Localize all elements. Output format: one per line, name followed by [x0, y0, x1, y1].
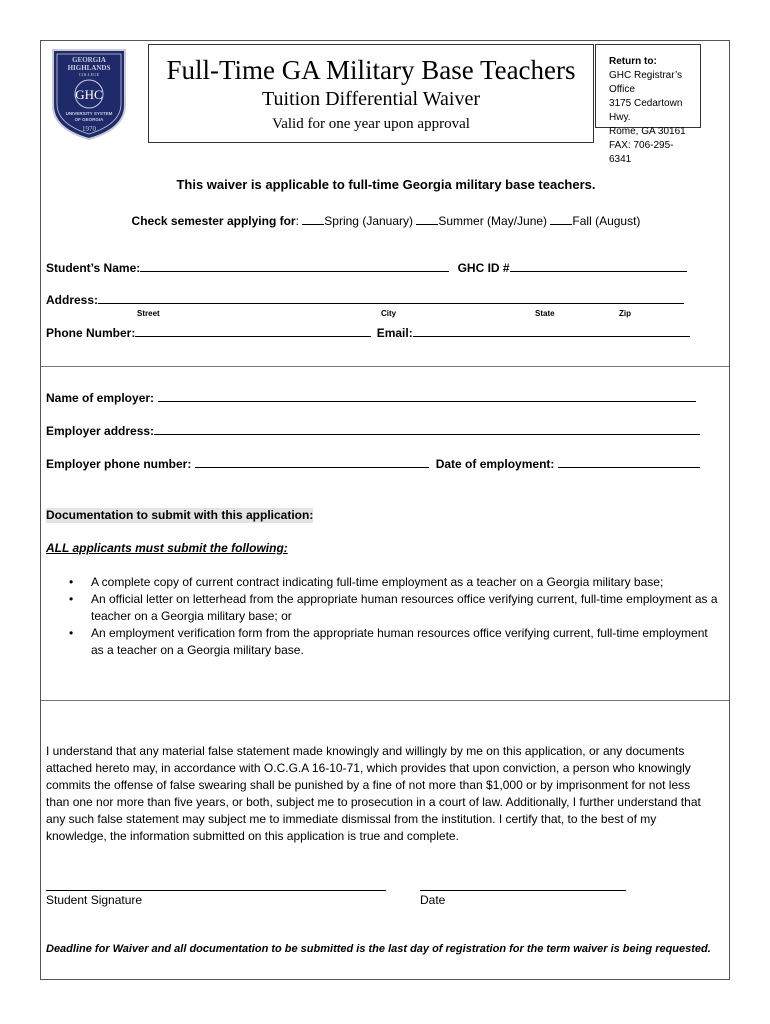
return-to-line: Rome, GA 30161 [609, 126, 686, 137]
student-name-label: Student’s Name: [46, 261, 141, 275]
student-name-field[interactable] [140, 260, 449, 272]
semester-option-spring: Spring (January) [324, 214, 414, 228]
logo-text-highlands: HIGHLANDS [67, 64, 111, 72]
form-subtitle: Tuition Differential Waiver [262, 88, 480, 110]
address-city-caption: City [381, 309, 397, 318]
logo-text-of-georgia: OF GEORGIA [74, 117, 104, 122]
documentation-heading: Documentation to submit with this application: [46, 508, 314, 522]
address-zip-caption: Zip [619, 309, 631, 318]
employment-date-field[interactable] [558, 456, 700, 468]
address-row [46, 292, 684, 308]
semester-colon: : [295, 214, 299, 228]
bullet-glyph: • [69, 575, 74, 589]
bullet-glyph: • [69, 626, 74, 640]
logo-monogram: GHC [75, 87, 103, 102]
logo-text-georgia: GEORGIA [72, 56, 106, 64]
employer-address-label: Employer address: [46, 424, 155, 438]
section-divider [41, 700, 729, 701]
semester-option-summer: Summer (May/June) [438, 214, 548, 228]
waiver-form-page [40, 40, 730, 980]
form-title: Full-Time GA Military Base Teachers [166, 55, 576, 85]
phone-number-label: Phone Number: [46, 326, 136, 340]
bullet-glyph: • [69, 592, 74, 606]
return-to-label: Return to: [609, 56, 657, 67]
return-to-line: 3175 Cedartown Hwy. [609, 98, 683, 123]
address-street-caption: Street [137, 309, 160, 318]
employer-name-field[interactable] [158, 390, 696, 402]
documentation-item-text: An employment verification form from the appropriate human resources office verifying current, full-time employment as a teacher on a Georgia military base. [91, 626, 708, 657]
email-label: Email: [376, 326, 413, 340]
list-item [69, 591, 719, 625]
list-item [69, 574, 719, 591]
return-to-line: FAX: 706-295-6341 [609, 140, 674, 165]
semester-label: Check semester applying for [131, 214, 296, 228]
phone-email-row [46, 325, 690, 341]
employer-address-row [46, 423, 700, 439]
title-box [148, 44, 594, 143]
documentation-item-text: An official letter on letterhead from the appropriate human resources office verifying current, full-time employment as a teacher on a Georgia military base; or [91, 592, 718, 623]
deadline-note: Deadline for Waiver and all documentation to be submitted is the last day of registration for the term waiver is being requested. [46, 943, 711, 955]
documentation-subheading: ALL applicants must submit the following: [46, 541, 288, 555]
semester-option-fall: Fall (August) [572, 214, 641, 228]
documentation-list [69, 574, 719, 659]
employer-phone-row [46, 456, 700, 472]
form-validity: Valid for one year upon approval [272, 116, 470, 132]
employer-name-row [46, 390, 696, 406]
student-signature-line[interactable] [46, 890, 386, 891]
employer-name-label: Name of employer: [46, 391, 155, 405]
address-field[interactable] [98, 292, 684, 304]
summer-checkbox-blank[interactable] [416, 213, 438, 225]
ghc-id-label: GHC ID # [457, 261, 510, 275]
return-to-box [595, 44, 701, 165]
certification-statement: I understand that any material false statement made knowingly and willingly by me on this application, or any documents attached hereto may, in accordance with O.C.G.A 16-10-71, which provides that upon conviction, a person who knowingly commits the offense of false swearing shall be punished by a fine of not more than $1,000 or by imprisonment for not less than one nor more than five years, or both, subject me to prosecution in a court of law. Additionally, I further understand that any such false statement may subject me to immediate dismissal from the institution. I certify that, to the best of my knowledge, the information submitted on this application is true and complete. [46, 744, 701, 843]
logo-text-usg: UNIVERSITY SYSTEM [65, 111, 113, 116]
address-label: Address: [46, 293, 99, 307]
ghc-id-field[interactable] [510, 260, 687, 272]
employment-date-label: Date of employment: [435, 457, 555, 471]
employer-phone-label: Employer phone number: [46, 457, 192, 471]
list-item [69, 625, 719, 659]
logo-year: 1970 [82, 125, 96, 133]
ghc-logo [50, 47, 128, 141]
fall-checkbox-blank[interactable] [550, 213, 572, 225]
student-name-row [46, 260, 687, 276]
applicability-statement: This waiver is applicable to full-time Georgia military base teachers. [176, 177, 596, 192]
documentation-item-text: A complete copy of current contract indicating full-time employment as a teacher on a Georgia military base; [91, 575, 664, 589]
date-label: Date [420, 893, 446, 907]
employer-address-field[interactable] [154, 423, 700, 435]
employer-phone-field[interactable] [195, 456, 429, 468]
student-signature-label: Student Signature [46, 893, 143, 907]
section-divider [41, 366, 729, 367]
phone-number-field[interactable] [135, 325, 371, 337]
email-field[interactable] [413, 325, 690, 337]
logo-text-college: COLLEGE [78, 72, 100, 77]
spring-checkbox-blank[interactable] [302, 213, 324, 225]
date-signature-line[interactable] [420, 890, 626, 891]
return-to-line: GHC Registrar’s Office [609, 70, 682, 95]
address-state-caption: State [535, 309, 555, 318]
semester-row [41, 213, 731, 229]
